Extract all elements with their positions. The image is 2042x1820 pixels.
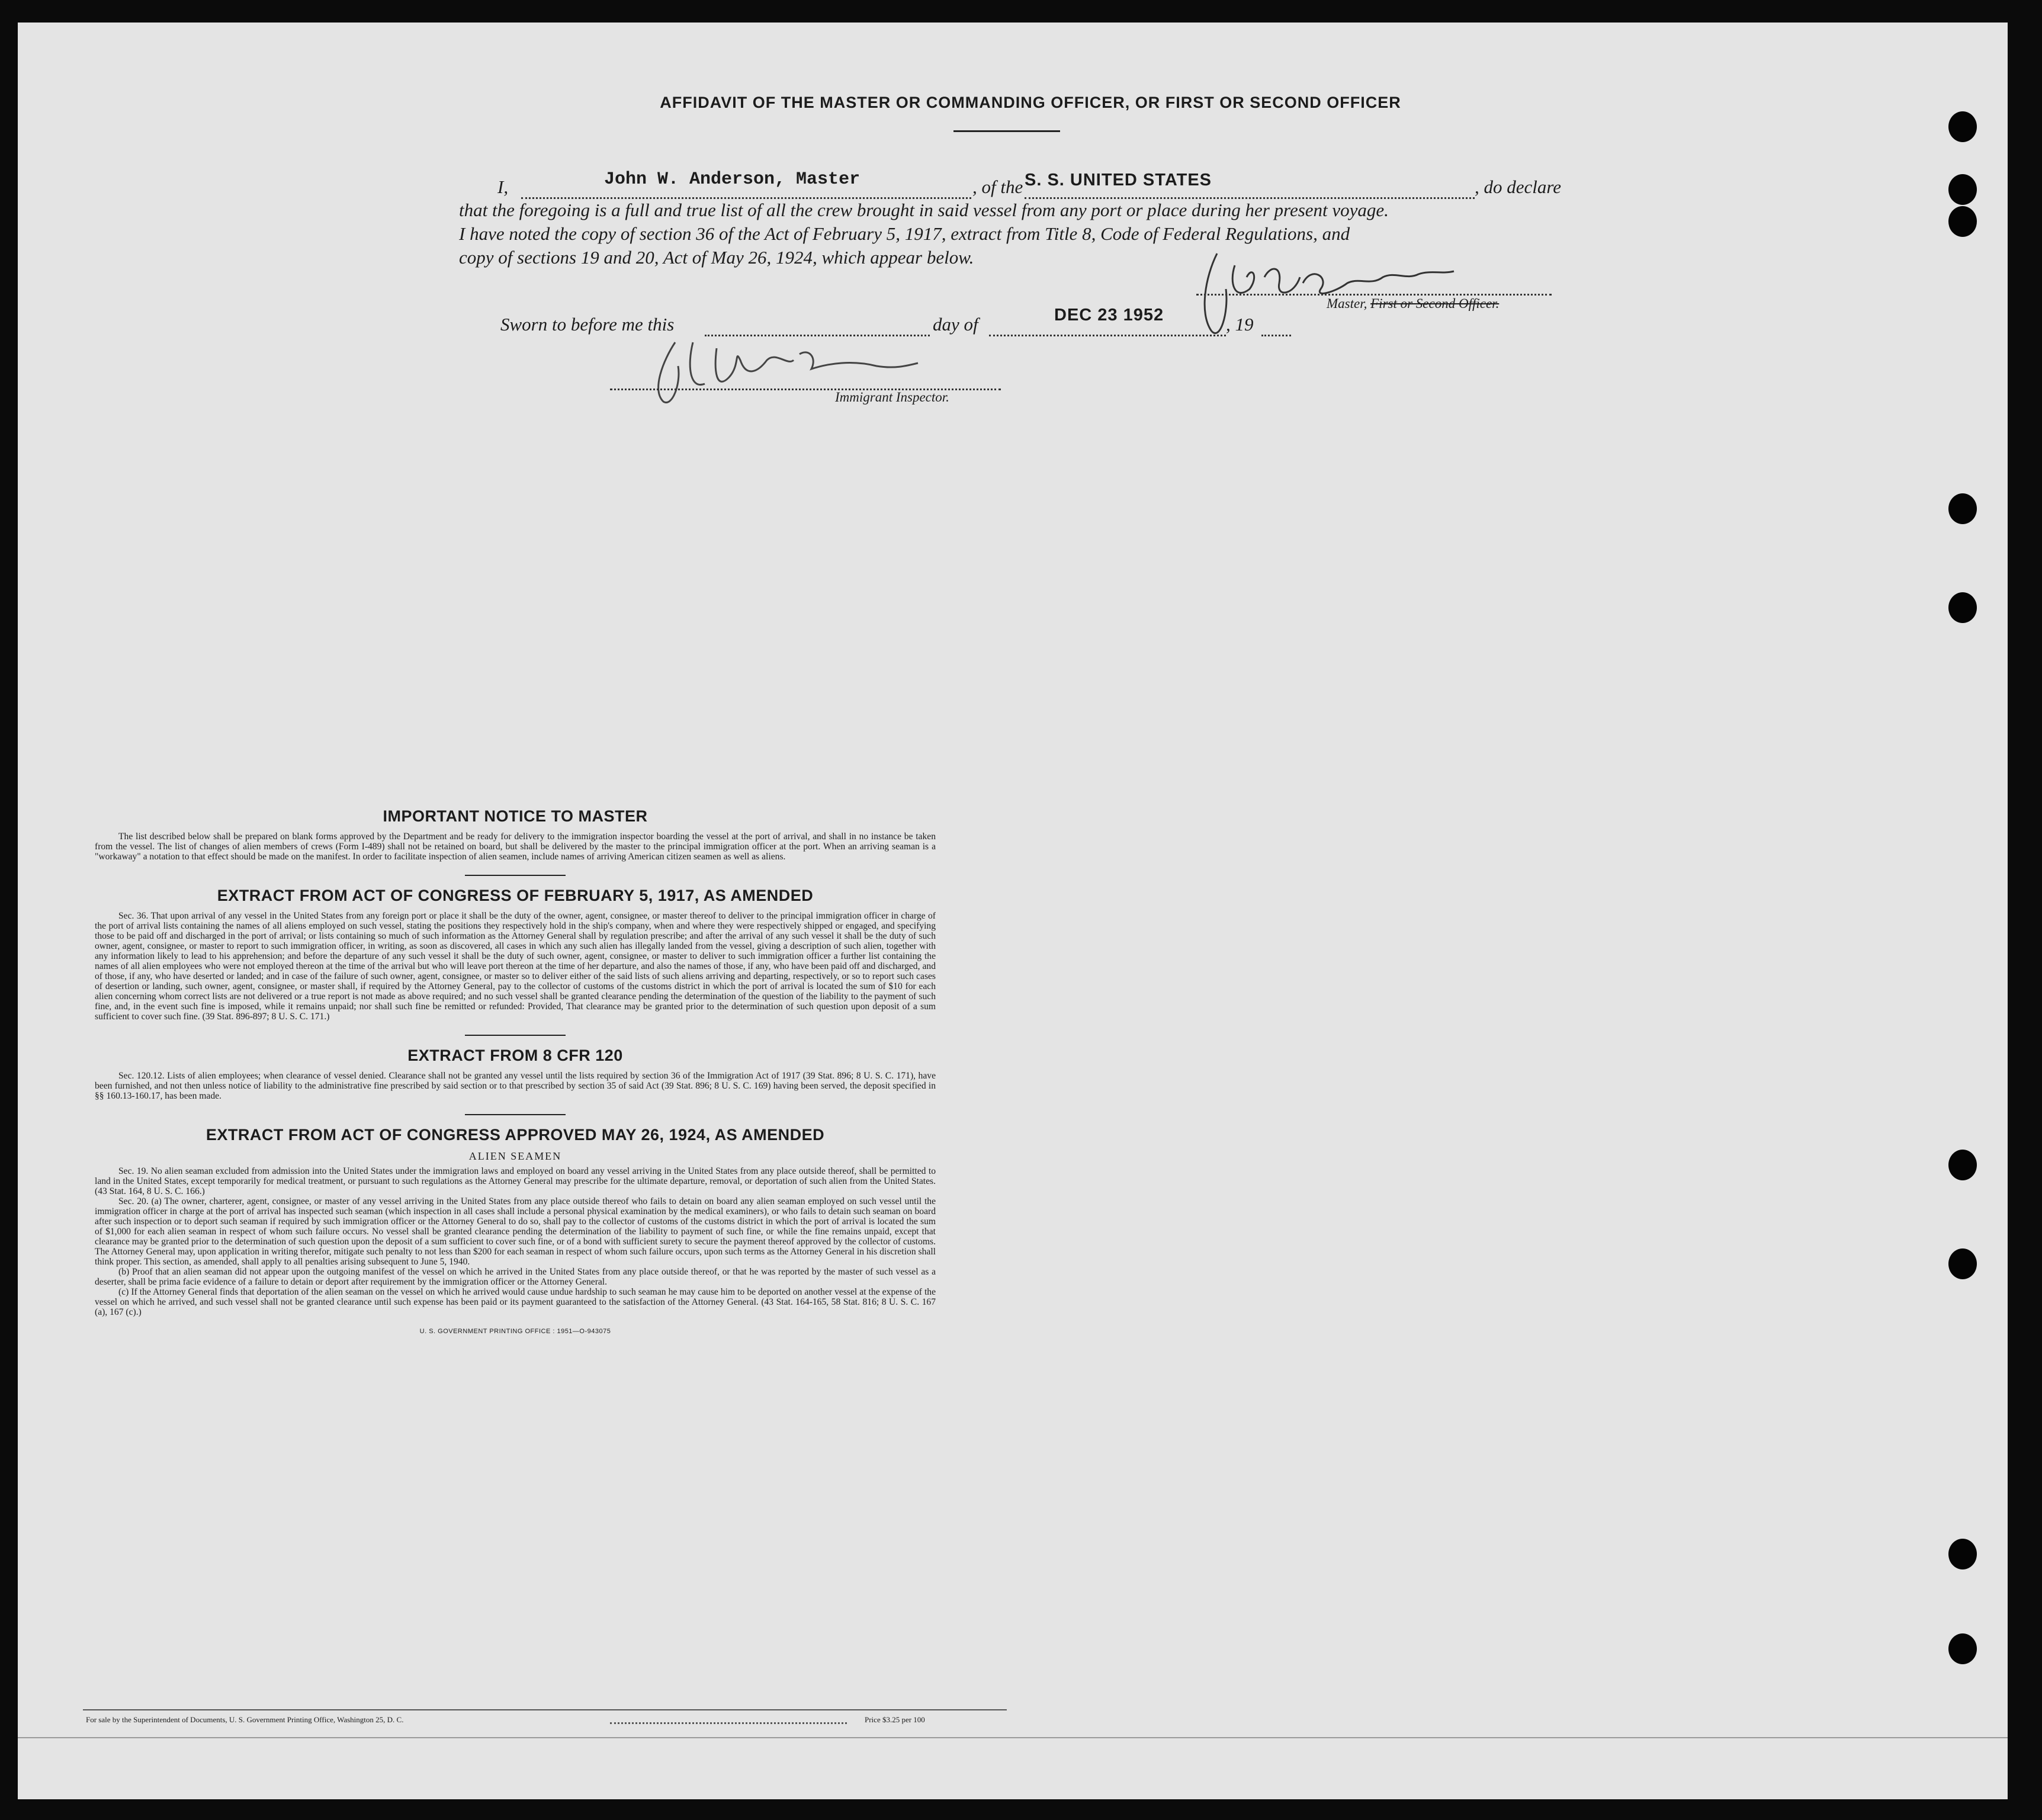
master-name-typed: John W. Anderson, Master <box>604 169 861 190</box>
date-stamp: DEC 23 1952 <box>1054 306 1164 325</box>
extract-1917-divider <box>465 1035 566 1036</box>
extract-8cfr-title: EXTRACT FROM 8 CFR 120 <box>407 1047 623 1064</box>
do-declare-text: , do declare <box>1475 176 1562 197</box>
punch-hole <box>1948 174 1977 205</box>
notice-divider <box>465 875 566 876</box>
document-page <box>18 23 2008 1799</box>
notice-title: IMPORTANT NOTICE TO MASTER <box>383 807 648 825</box>
master-title: Master, <box>1327 296 1367 311</box>
affidavit-line-2: that the foregoing is a full and true list of all the crew brought in said vessel from any port or place during her present voyage. <box>459 200 1389 220</box>
sec-19-text: Sec. 19. No alien seaman excluded from admission into the United States under the immigration laws and employed on board any vessel arriving in the United States from any place outside thereof, shall be permitted to land in the United States, except temporarily for medical treatment, or pursuant to such regulations as the Attorney General may prescribe for the ultimate departure, removal, or deportation of such alien from the United States. (43 Stat. 164, 8 U. S. C. 166.) <box>95 1166 936 1196</box>
sworn-label: Sworn to before me this <box>500 314 675 335</box>
punch-hole <box>1948 1248 1977 1279</box>
for-sale-text: For sale by the Superintendent of Documents, U. S. Government Printing Office, Washington 25, D. C. <box>86 1715 404 1724</box>
footer-dots <box>610 1722 847 1724</box>
title-divider <box>953 130 1060 132</box>
notice-column <box>95 807 936 1335</box>
extract-1924-title: EXTRACT FROM ACT OF CONGRESS APPROVED MAY 26, 1924, AS AMENDED <box>206 1126 825 1144</box>
extract-1917-title: EXTRACT FROM ACT OF CONGRESS OF FEBRUARY 5, 1917, AS AMENDED <box>217 887 814 904</box>
extract-1917-text: Sec. 36. That upon arrival of any vessel in the United States from any foreign port or place it shall be the duty of the owner, agent, consignee, or master thereof to deliver to the principal immigration officer in charge of the port of arrival lists containing the names of all aliens employed on such vessel, stating the positions they respectively hold in the ship's company, when and where they were respectively shipped or engaged, and specifying those to be paid off and discharged in the port of arrival; or lists containing so much of such information as the Attorney General shall by regulation prescribe; and after the arrival of any such vessel it shall be the duty of such owner, agent, consignee, or master to report to such immigration officer, in writing, as soon as discovered, all cases in which any such alien has illegally landed from the vessel, giving a description of such alien, together with any information likely to lead to his apprehension; and before the departure of any such vessel it shall be the duty of such owner, agent, consignee, or master to deliver to such immigration officer a further list containing the names of all alien employees who were not employed thereon at the time of the arrival but who will leave port thereon at the time of her departure, and also the names of those, if any, who have been paid off and discharged, and of those, if any, who have deserted or landed; and in case of the failure of such owner, agent, consignee, or master so to deliver either of the said lists of such aliens arriving and departing, respectively, or so to report such cases of desertion or landing, such owner, agent, consignee, or master shall, if required by the Attorney General, pay to the collector of customs of the customs district in which the port of arrival is located the sum of $10 for each alien concerning whom correct lists are not delivered or a true report is not made as above required; and no such vessel shall be granted clearance pending the determination of the question of the liability to the payment of such fine, and, in the event such fine is imposed, while it remains unpaid; nor shall such fine be remitted or refunded: Provided, That clearance may be granted prior to the determination of such question upon deposit of a sum sufficient to cover such fine. (39 Stat. 896-897; 8 U. S. C. 171.) <box>95 911 936 1022</box>
punch-hole <box>1948 1150 1977 1180</box>
sec-20a-text: Sec. 20. (a) The owner, charterer, agent, consignee, or master of any vessel arriving in the United States from any place outside thereof who fails to detain on board any alien seaman employed on such vessel until the immigration officer in charge at the port of arrival has inspected such seaman (which inspection in all cases shall include a personal physical examination by the medical examiners), or who fails to detain such seaman on board after such inspection or to deport such seaman if required by such immigration officer or the Attorney General to do so, shall pay to the collector of customs of the customs district in which the port of arrival is located the sum of $1,000 for each alien seaman in respect of whom such failure occurs. No vessel shall be granted clearance pending the determination of the liability to payment of such fine, or while the fine remains unpaid, except that clearance may be granted prior to the determination of such question upon the deposit of a sum sufficient to cover such fine, or of a bond with sufficient surety to secure the payment thereof approved by the collector of customs. The Attorney General may, upon application in writing therefor, mitigate such penalty to not less than $200 for each seaman in respect of whom such failure occurs, upon such terms as the Attorney General in his discretion shall think proper. This section, as amended, shall apply to all penalties arising subsequent to June 5, 1940. <box>95 1196 936 1267</box>
bottom-edge-line <box>18 1737 2008 1738</box>
punch-hole <box>1948 493 1977 524</box>
affidavit-line-4: copy of sections 19 and 20, Act of May 26, 1924, which appear below. <box>459 247 974 268</box>
notice-text: The list described below shall be prepared on blank forms approved by the Department and be ready for delivery to the immigration inspector boarding the vessel at the port of arrival, and shall in no instance be taken from the vessel. The list of changes of alien members of crews (Form I-489) shall not be retained on board, but shall be delivered by the master to the principal immigration officer at the port. When an arriving seaman is a "workaway" a notation to that effect should be made on the manifest. In order to facilitate inspection of alien seamen, include names of arriving American citizen seamen as well as aliens. <box>95 832 936 862</box>
sworn-month-blank <box>989 335 1226 336</box>
punch-hole <box>1948 206 1977 237</box>
punch-hole <box>1948 1633 1977 1664</box>
extract-8cfr-text: Sec. 120.12. Lists of alien employees; when clearance of vessel denied. Clearance shall not be granted any vessel until the lists required by section 36 of the Immigration Act of 1917 (39 Stat. 896; 8 U. S. C. 171), have been furnished, and not then unless notice of liability to the administrative fine prescribed by said section or to that prescribed by section 35 of said Act (39 Stat. 896; 8 U. S. C. 169) having been served, the deposit specified in §§ 160.13-160.17, has been made. <box>95 1071 936 1101</box>
punch-hole <box>1948 111 1977 142</box>
affidavit-title: AFFIDAVIT OF THE MASTER OR COMMANDING OFFICER, OR FIRST OR SECOND OFFICER <box>660 94 1401 111</box>
price-text: Price $3.25 per 100 <box>865 1715 925 1724</box>
extract-8cfr-divider <box>465 1114 566 1115</box>
affidavit-line-3: I have noted the copy of section 36 of the Act of February 5, 1917, extract from Title 8, Code of Federal Regulations, and <box>459 223 1350 244</box>
struck-officer-title: First or Second Officer. <box>1370 296 1500 311</box>
punch-hole <box>1948 592 1977 623</box>
year-blank <box>1261 335 1291 336</box>
inspector-label: Immigrant Inspector. <box>835 390 949 405</box>
punch-hole <box>1948 1539 1977 1569</box>
prefix-i: I, <box>497 176 509 197</box>
day-of-text: day of <box>933 314 978 335</box>
year-prefix: , 19 <box>1226 314 1254 335</box>
sec-20c-text: (c) If the Attorney General finds that deportation of the alien seaman on the vessel on which he arrived would cause undue hardship to such seaman he may cause him to be deported on another vessel at the expense of the vessel on which he arrived, and such vessel shall not be granted clearance until such expense has been paid or its payment guaranteed to the satisfaction of the Attorney General. (43 Stat. 164-165, 58 Stat. 816; 8 U. S. C. 167 (a), 167 (c).) <box>95 1287 936 1317</box>
vessel-name-typed: S. S. UNITED STATES <box>1025 171 1212 190</box>
of-the-text: , of the <box>972 176 1023 197</box>
master-label <box>1327 296 1499 312</box>
sec-20b-text: (b) Proof that an alien seaman did not appear upon the outgoing manifest of the vessel on which he arrived in the United States from any place outside thereof, or that he was reported by the master of such vessel as a deserter, shall be prima facie evidence of a failure to detain or deport after requirement by the immigration officer or the Attorney General. <box>95 1267 936 1287</box>
footer-rule <box>83 1709 1007 1710</box>
alien-seamen-subtitle: ALIEN SEAMEN <box>468 1150 562 1162</box>
printing-office-line: U. S. GOVERNMENT PRINTING OFFICE : 1951—O-943075 <box>419 1328 611 1335</box>
